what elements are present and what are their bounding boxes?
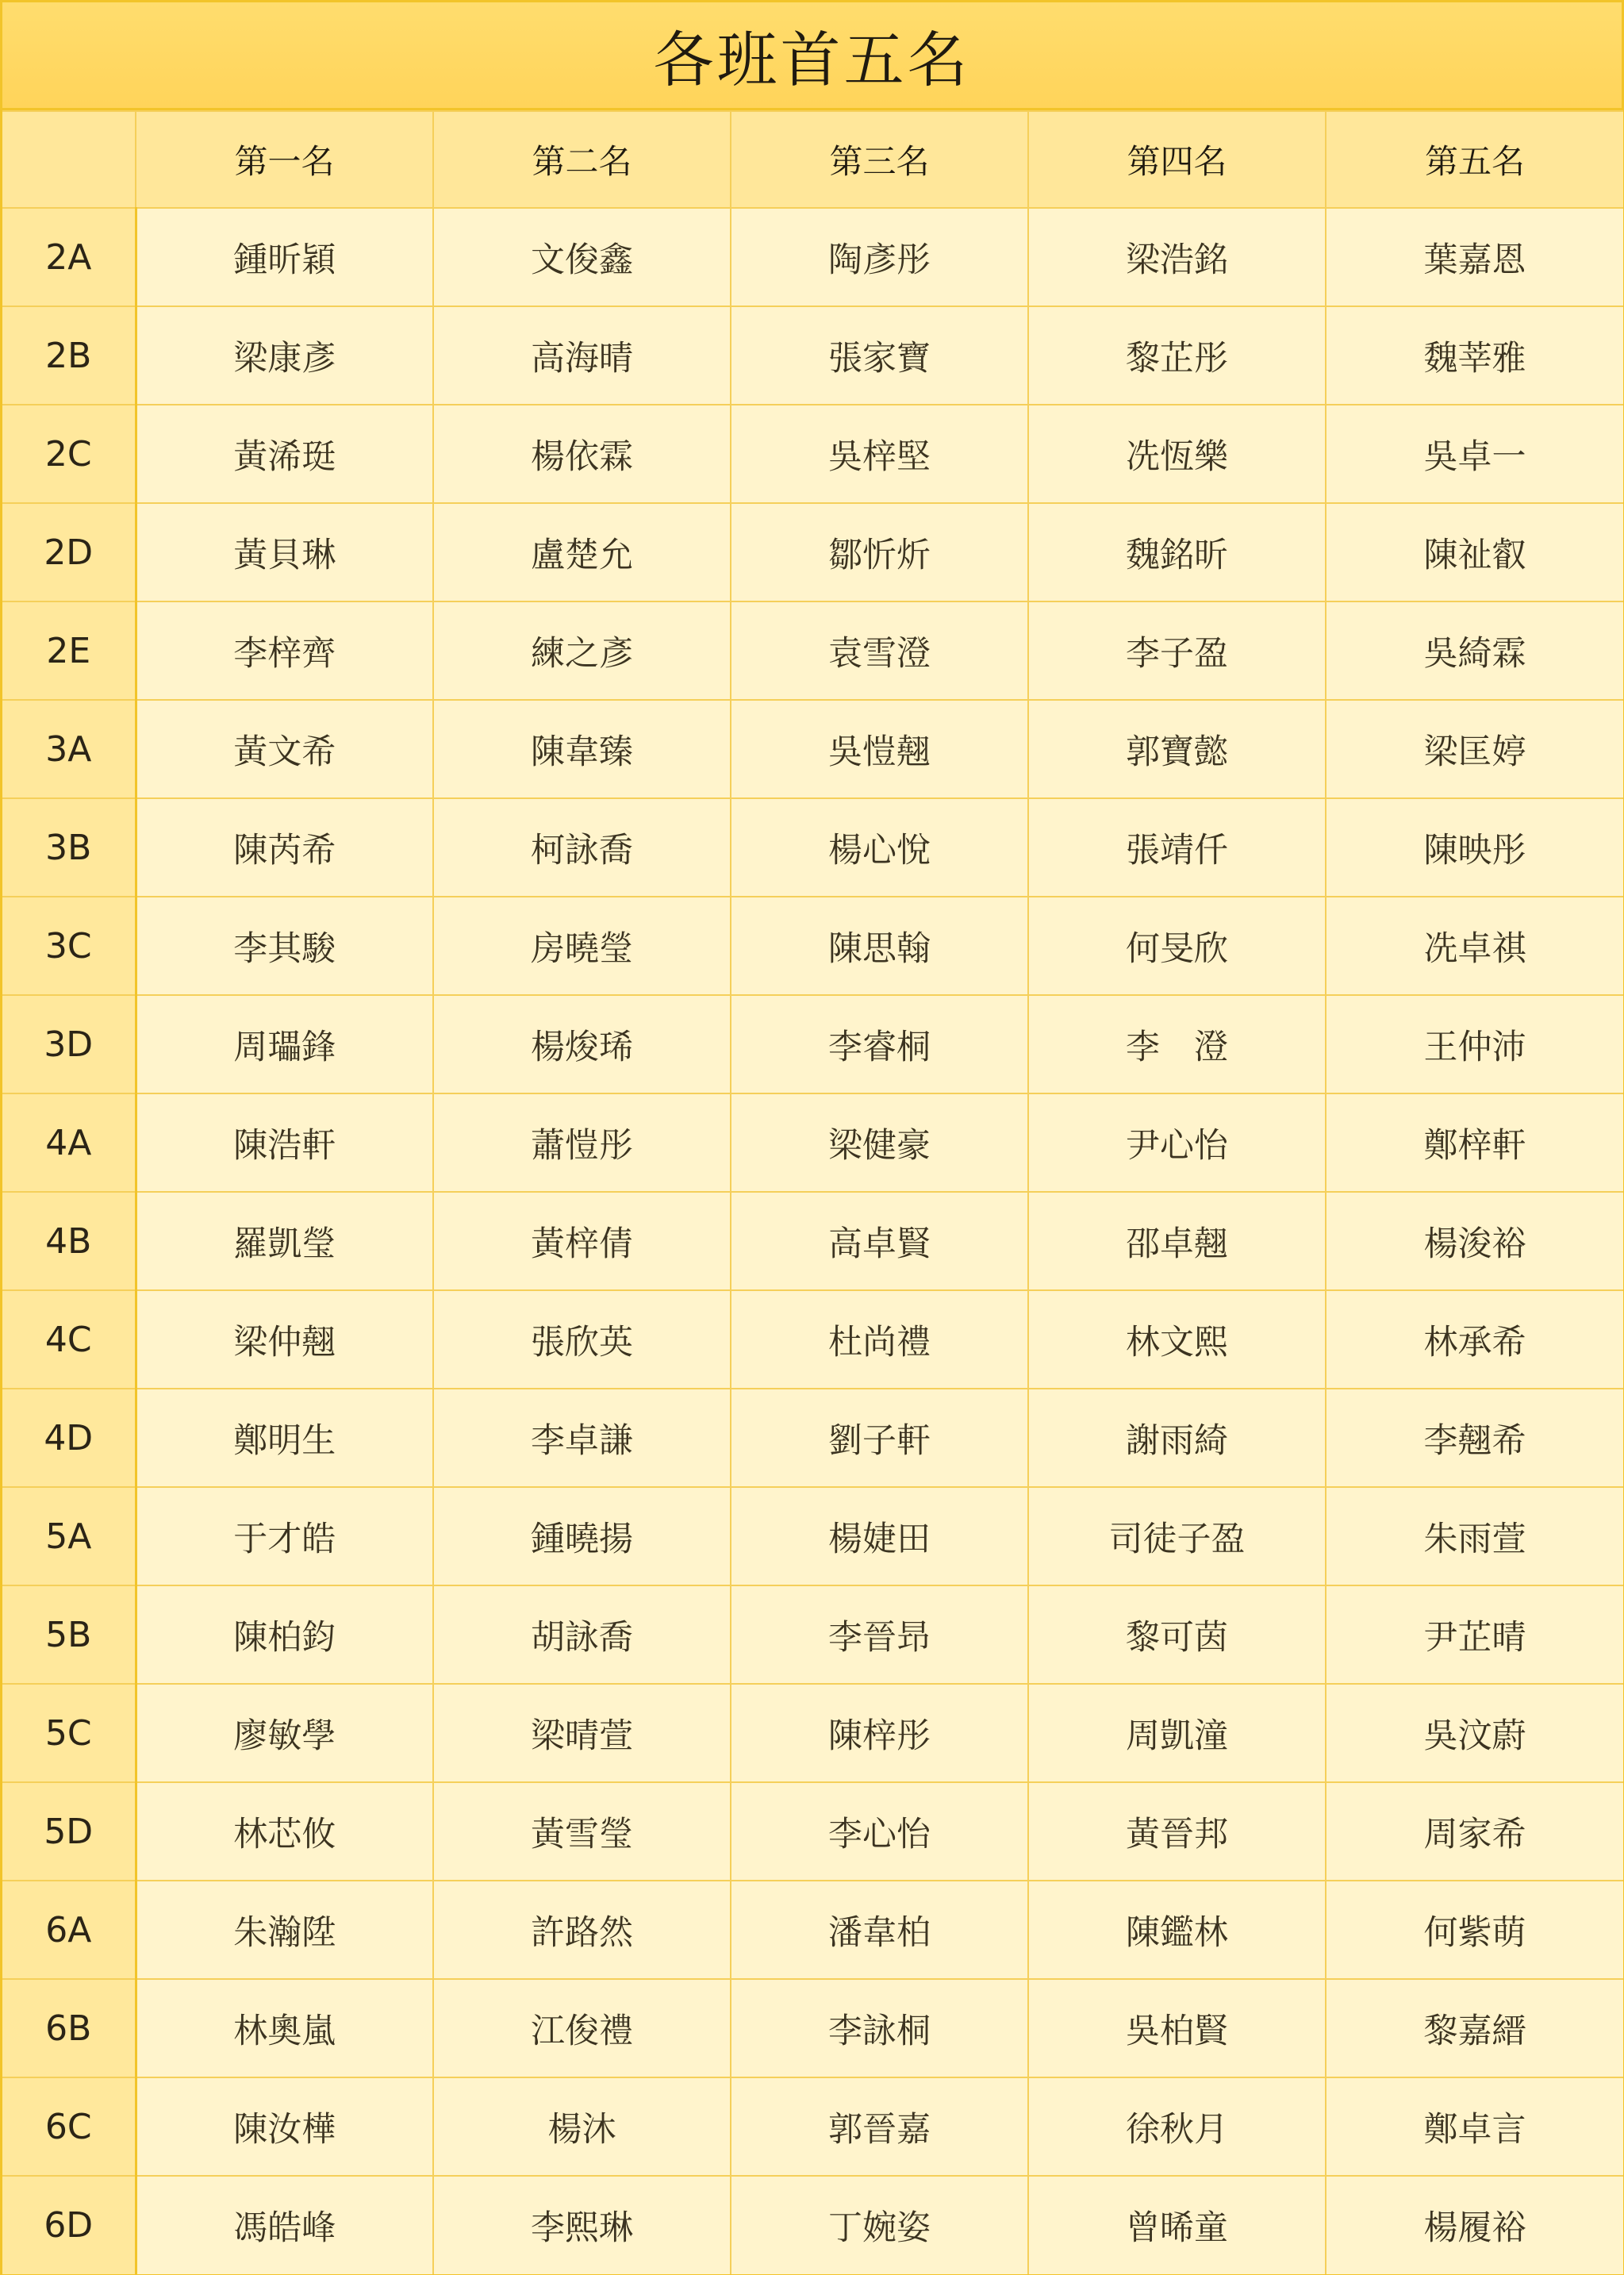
student-name-rank-4: 黃晉邦 [1028, 1782, 1326, 1881]
student-name-rank-5: 吳汶蔚 [1326, 1684, 1623, 1782]
class-label: 3B [2, 798, 136, 897]
class-label: 2E [2, 601, 136, 700]
student-name-rank-2: 盧楚允 [433, 503, 731, 601]
student-name-rank-1: 羅凱瑩 [136, 1192, 433, 1290]
student-name-rank-4: 謝雨綺 [1028, 1389, 1326, 1487]
student-name-rank-5: 李翹希 [1326, 1389, 1623, 1487]
student-name-rank-3: 張家寶 [731, 306, 1028, 405]
class-label: 6A [2, 1881, 136, 1979]
student-name-rank-1: 梁仲翹 [136, 1290, 433, 1389]
student-name-rank-1: 黃貝琳 [136, 503, 433, 601]
student-name-rank-4: 徐秋月 [1028, 2077, 1326, 2176]
student-name-rank-4: 曾晞童 [1028, 2176, 1326, 2274]
class-label: 4B [2, 1192, 136, 1290]
student-name-rank-4: 司徒子盈 [1028, 1487, 1326, 1585]
table-row [2, 798, 1623, 897]
class-label: 5C [2, 1684, 136, 1782]
student-name-rank-1: 陳汝樺 [136, 2077, 433, 2176]
student-name-rank-1: 林芯攸 [136, 1782, 433, 1881]
student-name-rank-3: 李晉昻 [731, 1585, 1028, 1684]
student-name-rank-4: 尹心怡 [1028, 1093, 1326, 1192]
student-name-rank-1: 周瓃鋒 [136, 995, 433, 1093]
student-name-rank-5: 林承希 [1326, 1290, 1623, 1389]
student-name-rank-3: 劉子軒 [731, 1389, 1028, 1487]
class-label: 2B [2, 306, 136, 405]
student-name-rank-3: 陶彥彤 [731, 208, 1028, 306]
class-label: 3D [2, 995, 136, 1093]
class-label: 3A [2, 700, 136, 798]
student-name-rank-3: 袁雪澄 [731, 601, 1028, 700]
student-name-rank-3: 李睿桐 [731, 995, 1028, 1093]
student-name-rank-5: 楊浚裕 [1326, 1192, 1623, 1290]
student-name-rank-3: 陳梓彤 [731, 1684, 1028, 1782]
student-name-rank-5: 吳卓一 [1326, 405, 1623, 503]
table-row [2, 208, 1623, 306]
student-name-rank-1: 廖敏學 [136, 1684, 433, 1782]
student-name-rank-2: 李熙琳 [433, 2176, 731, 2274]
student-name-rank-1: 陳芮希 [136, 798, 433, 897]
header-row [2, 111, 1623, 208]
student-name-rank-5: 陳祉叡 [1326, 503, 1623, 601]
student-name-rank-3: 鄒忻炘 [731, 503, 1028, 601]
student-name-rank-5: 鄭梓軒 [1326, 1093, 1623, 1192]
student-name-rank-2: 陳韋臻 [433, 700, 731, 798]
class-label: 5B [2, 1585, 136, 1684]
header-rank-3: 第三名 [731, 111, 1028, 208]
student-name-rank-1: 李梓齊 [136, 601, 433, 700]
header-corner [2, 111, 136, 208]
student-name-rank-5: 何紫萌 [1326, 1881, 1623, 1979]
student-name-rank-2: 江俊禮 [433, 1979, 731, 2077]
student-name-rank-2: 梁晴萱 [433, 1684, 731, 1782]
table-row [2, 700, 1623, 798]
student-name-rank-5: 冼卓祺 [1326, 897, 1623, 995]
student-name-rank-4: 梁浩銘 [1028, 208, 1326, 306]
class-label: 2D [2, 503, 136, 601]
student-name-rank-2: 楊依霖 [433, 405, 731, 503]
table-row [2, 995, 1623, 1093]
student-name-rank-3: 梁健豪 [731, 1093, 1028, 1192]
student-name-rank-2: 鍾曉揚 [433, 1487, 731, 1585]
student-name-rank-2: 房曉瑩 [433, 897, 731, 995]
table-row [2, 1881, 1623, 1979]
class-label: 2A [2, 208, 136, 306]
class-label: 4A [2, 1093, 136, 1192]
student-name-rank-3: 楊心悅 [731, 798, 1028, 897]
student-name-rank-3: 李心怡 [731, 1782, 1028, 1881]
student-name-rank-1: 林奧嵐 [136, 1979, 433, 2077]
header-rank-5: 第五名 [1326, 111, 1623, 208]
student-name-rank-4: 黎可茵 [1028, 1585, 1326, 1684]
title-bar [2, 2, 1622, 110]
table-row [2, 2077, 1623, 2176]
class-label: 6C [2, 2077, 136, 2176]
student-name-rank-3: 杜尚禮 [731, 1290, 1028, 1389]
student-name-rank-1: 陳柏鈞 [136, 1585, 433, 1684]
student-name-rank-4: 魏銘昕 [1028, 503, 1326, 601]
class-label: 5D [2, 1782, 136, 1881]
student-name-rank-3: 楊婕田 [731, 1487, 1028, 1585]
student-name-rank-3: 丁婉姿 [731, 2176, 1028, 2274]
table-row [2, 601, 1623, 700]
student-name-rank-4: 吳柏賢 [1028, 1979, 1326, 2077]
table-row [2, 306, 1623, 405]
student-name-rank-2: 黃雪瑩 [433, 1782, 731, 1881]
student-name-rank-1: 朱瀚陞 [136, 1881, 433, 1979]
student-name-rank-5: 楊履裕 [1326, 2176, 1623, 2274]
student-name-rank-2: 李卓謙 [433, 1389, 731, 1487]
student-name-rank-3: 吳梓堅 [731, 405, 1028, 503]
table-row [2, 1093, 1623, 1192]
class-label: 3C [2, 897, 136, 995]
student-name-rank-1: 鄭明生 [136, 1389, 433, 1487]
student-name-rank-5: 魏莘雅 [1326, 306, 1623, 405]
table-row [2, 1290, 1623, 1389]
student-name-rank-4: 張靖仟 [1028, 798, 1326, 897]
table-row [2, 2176, 1623, 2274]
class-label: 5A [2, 1487, 136, 1585]
student-name-rank-3: 陳思翰 [731, 897, 1028, 995]
student-name-rank-5: 鄭卓言 [1326, 2077, 1623, 2176]
student-name-rank-3: 潘韋柏 [731, 1881, 1028, 1979]
table-row [2, 1192, 1623, 1290]
student-name-rank-2: 胡詠喬 [433, 1585, 731, 1684]
student-name-rank-5: 尹芷晴 [1326, 1585, 1623, 1684]
student-name-rank-4: 黎芷彤 [1028, 306, 1326, 405]
student-name-rank-5: 吳綺霖 [1326, 601, 1623, 700]
class-label: 2C [2, 405, 136, 503]
student-name-rank-1: 黃浠珽 [136, 405, 433, 503]
table-row [2, 503, 1623, 601]
student-name-rank-4: 邵卓翹 [1028, 1192, 1326, 1290]
student-name-rank-2: 蕭愷彤 [433, 1093, 731, 1192]
student-name-rank-3: 李詠桐 [731, 1979, 1028, 2077]
student-name-rank-1: 李其駿 [136, 897, 433, 995]
student-name-rank-3: 郭晉嘉 [731, 2077, 1028, 2176]
student-name-rank-2: 練之彥 [433, 601, 731, 700]
table-row [2, 1585, 1623, 1684]
ranking-table [2, 110, 1623, 2274]
student-name-rank-5: 王仲沛 [1326, 995, 1623, 1093]
table-row [2, 897, 1623, 995]
student-name-rank-2: 柯詠喬 [433, 798, 731, 897]
student-name-rank-5: 黎嘉縉 [1326, 1979, 1623, 2077]
student-name-rank-4: 何旻欣 [1028, 897, 1326, 995]
student-name-rank-4: 陳鑑林 [1028, 1881, 1326, 1979]
class-label: 4C [2, 1290, 136, 1389]
student-name-rank-2: 黃梓倩 [433, 1192, 731, 1290]
student-name-rank-4: 周凱潼 [1028, 1684, 1326, 1782]
student-name-rank-2: 楊焌琋 [433, 995, 731, 1093]
student-name-rank-4: 李子盈 [1028, 601, 1326, 700]
student-name-rank-5: 陳映彤 [1326, 798, 1623, 897]
table-row [2, 405, 1623, 503]
class-label: 4D [2, 1389, 136, 1487]
student-name-rank-1: 馮皓峰 [136, 2176, 433, 2274]
table-row [2, 1487, 1623, 1585]
table-row [2, 1782, 1623, 1881]
student-name-rank-5: 朱雨萱 [1326, 1487, 1623, 1585]
student-name-rank-2: 張欣英 [433, 1290, 731, 1389]
class-label: 6D [2, 2176, 136, 2274]
student-name-rank-1: 梁康彥 [136, 306, 433, 405]
header-rank-1: 第一名 [136, 111, 433, 208]
table-row [2, 1684, 1623, 1782]
class-label: 6B [2, 1979, 136, 2077]
student-name-rank-3: 高卓賢 [731, 1192, 1028, 1290]
student-name-rank-4: 李 澄 [1028, 995, 1326, 1093]
header-rank-2: 第二名 [433, 111, 731, 208]
student-name-rank-5: 葉嘉恩 [1326, 208, 1623, 306]
student-name-rank-2: 楊沐 [433, 2077, 731, 2176]
table-body [2, 208, 1623, 2274]
student-name-rank-4: 冼恆樂 [1028, 405, 1326, 503]
student-name-rank-2: 許路然 [433, 1881, 731, 1979]
student-name-rank-2: 高海晴 [433, 306, 731, 405]
table-row [2, 1979, 1623, 2077]
student-name-rank-1: 鍾昕穎 [136, 208, 433, 306]
page-title: 各班首五名 [653, 25, 971, 95]
student-name-rank-4: 林文熙 [1028, 1290, 1326, 1389]
student-name-rank-3: 吳愷翹 [731, 700, 1028, 798]
student-name-rank-1: 于才皓 [136, 1487, 433, 1585]
student-name-rank-5: 周家希 [1326, 1782, 1623, 1881]
student-name-rank-1: 陳浩軒 [136, 1093, 433, 1192]
student-name-rank-2: 文俊鑫 [433, 208, 731, 306]
student-name-rank-5: 梁匡婷 [1326, 700, 1623, 798]
student-name-rank-1: 黃文希 [136, 700, 433, 798]
table-row [2, 1389, 1623, 1487]
header-rank-4: 第四名 [1028, 111, 1326, 208]
student-name-rank-4: 郭寶懿 [1028, 700, 1326, 798]
